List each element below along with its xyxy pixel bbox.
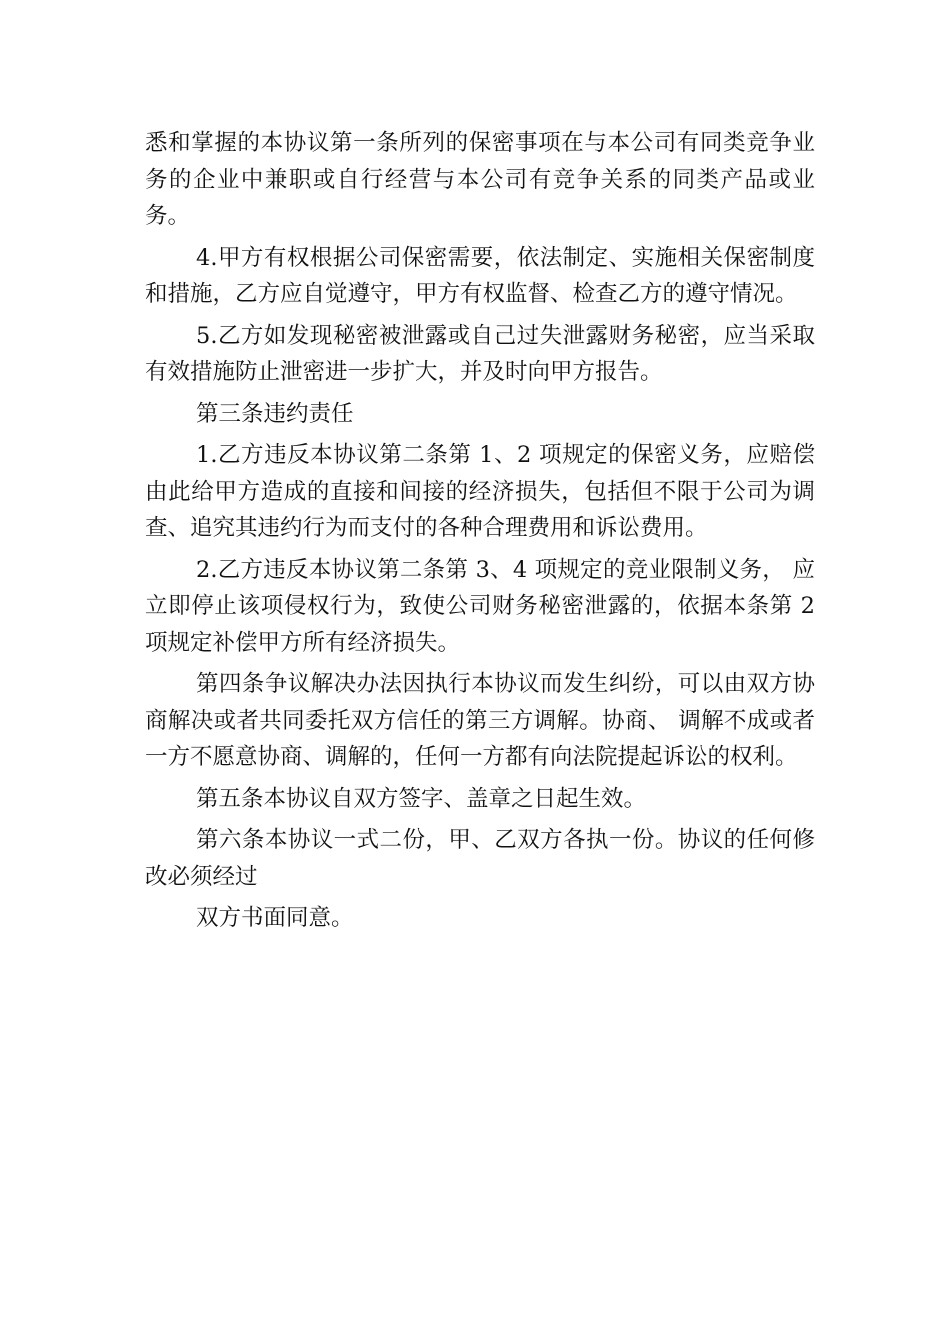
document-page (145, 125, 815, 942)
paragraph-liability-2: 2.乙方违反本协议第二条第 3、4 项规定的竞业限制义务， 应立即停止该项侵权行为，致使公司财务秘密泄露的，依据本条第 2 项规定补偿甲方所有经济损失。 (145, 556, 815, 656)
paragraph-effective-date: 第五条本协议自双方签字、盖章之日起生效。 (196, 785, 647, 812)
section-heading-breach-liability: 第三条违约责任 (196, 400, 354, 427)
paragraph-liability-1: 1.乙方违反本协议第二条第 1、2 项规定的保密义务，应赔偿由此给甲方造成的直接和间接的经济损失，包括但不限于公司为调查、追究其违约行为而支付的各种合理费用和诉讼费用。 (145, 442, 815, 541)
paragraph-dispute-resolution: 第四条争议解决办法因执行本协议而发生纠纷，可以由双方协商解决或者共同委托双方信任的第三方调解。协商、 调解不成或者一方不愿意协商、调解的，任何一方都有向法院提起诉讼的权利。 (145, 671, 815, 770)
paragraph-continued-clause: 悉和掌握的本协议第一条所列的保密事项在与本公司有同类竞争业务的企业中兼职或自行经营与本公司有竞争关系的同类产品或业务。 (145, 130, 815, 229)
paragraph-copies: 第六条本协议一式二份，甲、乙双方各执一份。协议的任何修改必须经过 (145, 827, 815, 890)
paragraph-written-consent: 双方书面同意。 (196, 905, 354, 931)
paragraph-clause-5: 5.乙方如发现秘密被泄露或自己过失泄露财务秘密，应当采取有效措施防止泄密进一步扩大，并及时向甲方报告。 (145, 322, 815, 385)
paragraph-clause-4: 4.甲方有权根据公司保密需要，依法制定、实施相关保密制度和措施，乙方应自觉遵守，甲方有权监督、检查乙方的遵守情况。 (145, 244, 815, 307)
